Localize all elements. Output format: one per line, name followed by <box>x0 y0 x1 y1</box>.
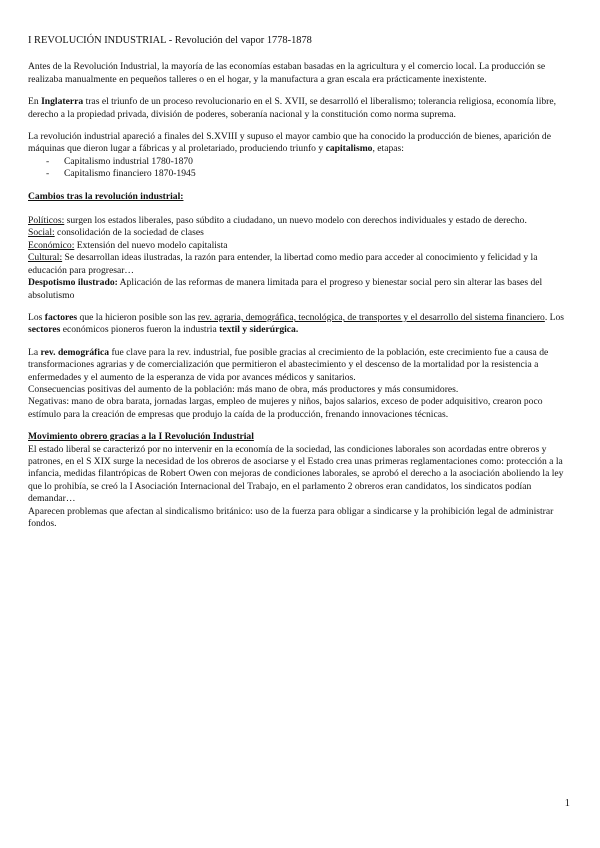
social-label: Social: <box>28 227 55 239</box>
england-bold: Inglaterra <box>41 96 84 108</box>
document-title: I REVOLUCIÓN INDUSTRIAL - Revolución del vapor 1778-1878 <box>28 35 312 46</box>
revolution-text: La revolución industrial apareció a finales del S.XVIII y supuso el mayor cambio que ha conocido la producción de bienes, aparición de máquinas que dieron lugar a fábricas y al proletariado, produciendo triunfo y <box>28 131 551 155</box>
capitalism-bold: capitalismo <box>325 143 373 155</box>
stage-item: - Capitalismo financiero 1870-1945 <box>46 168 576 180</box>
changes-heading: Cambios tras la revolución industrial: <box>28 190 184 202</box>
england-prefix: En <box>28 96 42 108</box>
economic-change <box>28 240 576 252</box>
factors-text: . Los <box>544 311 565 323</box>
factors-text: económicos pioneros fueron la industria <box>60 324 220 336</box>
factors-list-underlined: rev. agraria, demográfica, tecnológica, de transportes y el desarrollo del sistema financiero <box>197 311 545 323</box>
cultural-text: Se desarrollan ideas ilustradas, la razón para entender, la libertad como medio para acceder al conocimiento y felicidad y la educación para progresar… <box>28 252 538 276</box>
social-text: consolidación de la sociedad de clases <box>54 227 204 239</box>
document-page <box>28 35 576 530</box>
labor-problems: Aparecen problemas que afectan al sindicalismo británico: uso de la fuerza para obligar a sindicarse y la prohibición legal de administrar fondos. <box>28 505 554 529</box>
factors-paragraph <box>28 312 576 337</box>
economic-text: Extensión del nuevo modelo capitalista <box>74 239 228 251</box>
political-text: surgen los estados liberales, paso súbdito a ciudadano, un nuevo modelo con derechos individuales y estado de derecho. <box>64 215 527 227</box>
stage-item: - Capitalismo industrial 1780-1870 <box>46 156 576 168</box>
demographic-paragraph <box>28 347 576 384</box>
despotism-label: Despotismo ilustrado: <box>28 277 118 289</box>
factors-text: que la hicieron posible son las <box>77 311 198 323</box>
revolution-suffix: , etapas: <box>372 143 404 155</box>
cultural-change <box>28 252 576 277</box>
industries-bold: textil y siderúrgica. <box>219 324 299 336</box>
intro-paragraph: Antes de la Revolución Industrial, la mayoría de las economías estaban basadas en la agricultura y el comercio local. La producción se realizaba manualmente en pequeños talleres o en el hogar, y la manufactura a gran escala era prácticamente inexistente. <box>28 61 546 85</box>
labor-heading: Movimiento obrero gracias a la I Revolución Industrial <box>28 431 254 443</box>
positive-consequences: Consecuencias positivas del aumento de la población: más mano de obra, más productores y más consumidores. <box>28 383 459 395</box>
despotism-text: Aplicación de las reformas de manera limitada para el progreso y bienestar social pero sin alterar las bases del absolutismo <box>28 277 543 301</box>
revolution-paragraph <box>28 131 576 156</box>
demographic-prefix: La <box>28 346 41 358</box>
political-label: Políticos: <box>28 215 65 227</box>
demographic-bold: rev. demográfica <box>40 346 110 358</box>
england-paragraph <box>28 96 576 121</box>
cultural-label: Cultural: <box>28 252 63 264</box>
factors-text: Los <box>28 311 45 323</box>
england-text: tras el triunfo de un proceso revolucionario en el S. XVII, se desarrolló el liberalismo; tolerancia religiosa, economía libre, derecho a la propiedad privada, división de poderes, soberanía nacional y la constitución como norma suprema. <box>28 96 557 120</box>
page-number: 1 <box>564 798 570 809</box>
stages-list <box>28 156 576 181</box>
political-change <box>28 215 576 227</box>
sectors-bold: sectores <box>28 324 61 336</box>
demographic-text: fue clave para la rev. industrial, fue posible gracias al crecimiento de la población, este crecimiento fue a causa de transformaciones agrarias y de comercialización que permitieron el abastecimiento y el descenso de la mortalidad por la resistencia a enfermedades y el aumento de la esperanza de vida por avances médicos y sanitarios. <box>28 346 549 383</box>
negative-consequences: Negativas: mano de obra barata, jornadas largas, empleo de mujeres y niños, bajos salarios, exceso de poder adquisitivo, crearon poco estímulo para la creación de empresas que produjo la caída de la producción, frenando innovaciones técnicas. <box>28 396 543 420</box>
factors-bold: factores <box>44 311 78 323</box>
labor-paragraph: El estado liberal se caracterizó por no intervenir en la economía de la sociedad, las condiciones laborales son acordadas entre obreros y patrones, en el S XIX surge la necesidad de los obreros de asociarse y el Estado crea unas primeras reglamentaciones como: protección a la infancia, medidas filantrópicas de Robert Owen con mejoras de condiciones laborales, se aprobó el derecho a la asociación aboliendo la ley que lo prohibía, se creó la I Asociación Internacional del Trabajo, en el parlamento 2 obreros eran candidatos, los sindicatos podían demandar… <box>28 443 564 505</box>
despotism-change <box>28 277 576 302</box>
social-change <box>28 227 576 239</box>
economic-label: Económico: <box>28 239 75 251</box>
